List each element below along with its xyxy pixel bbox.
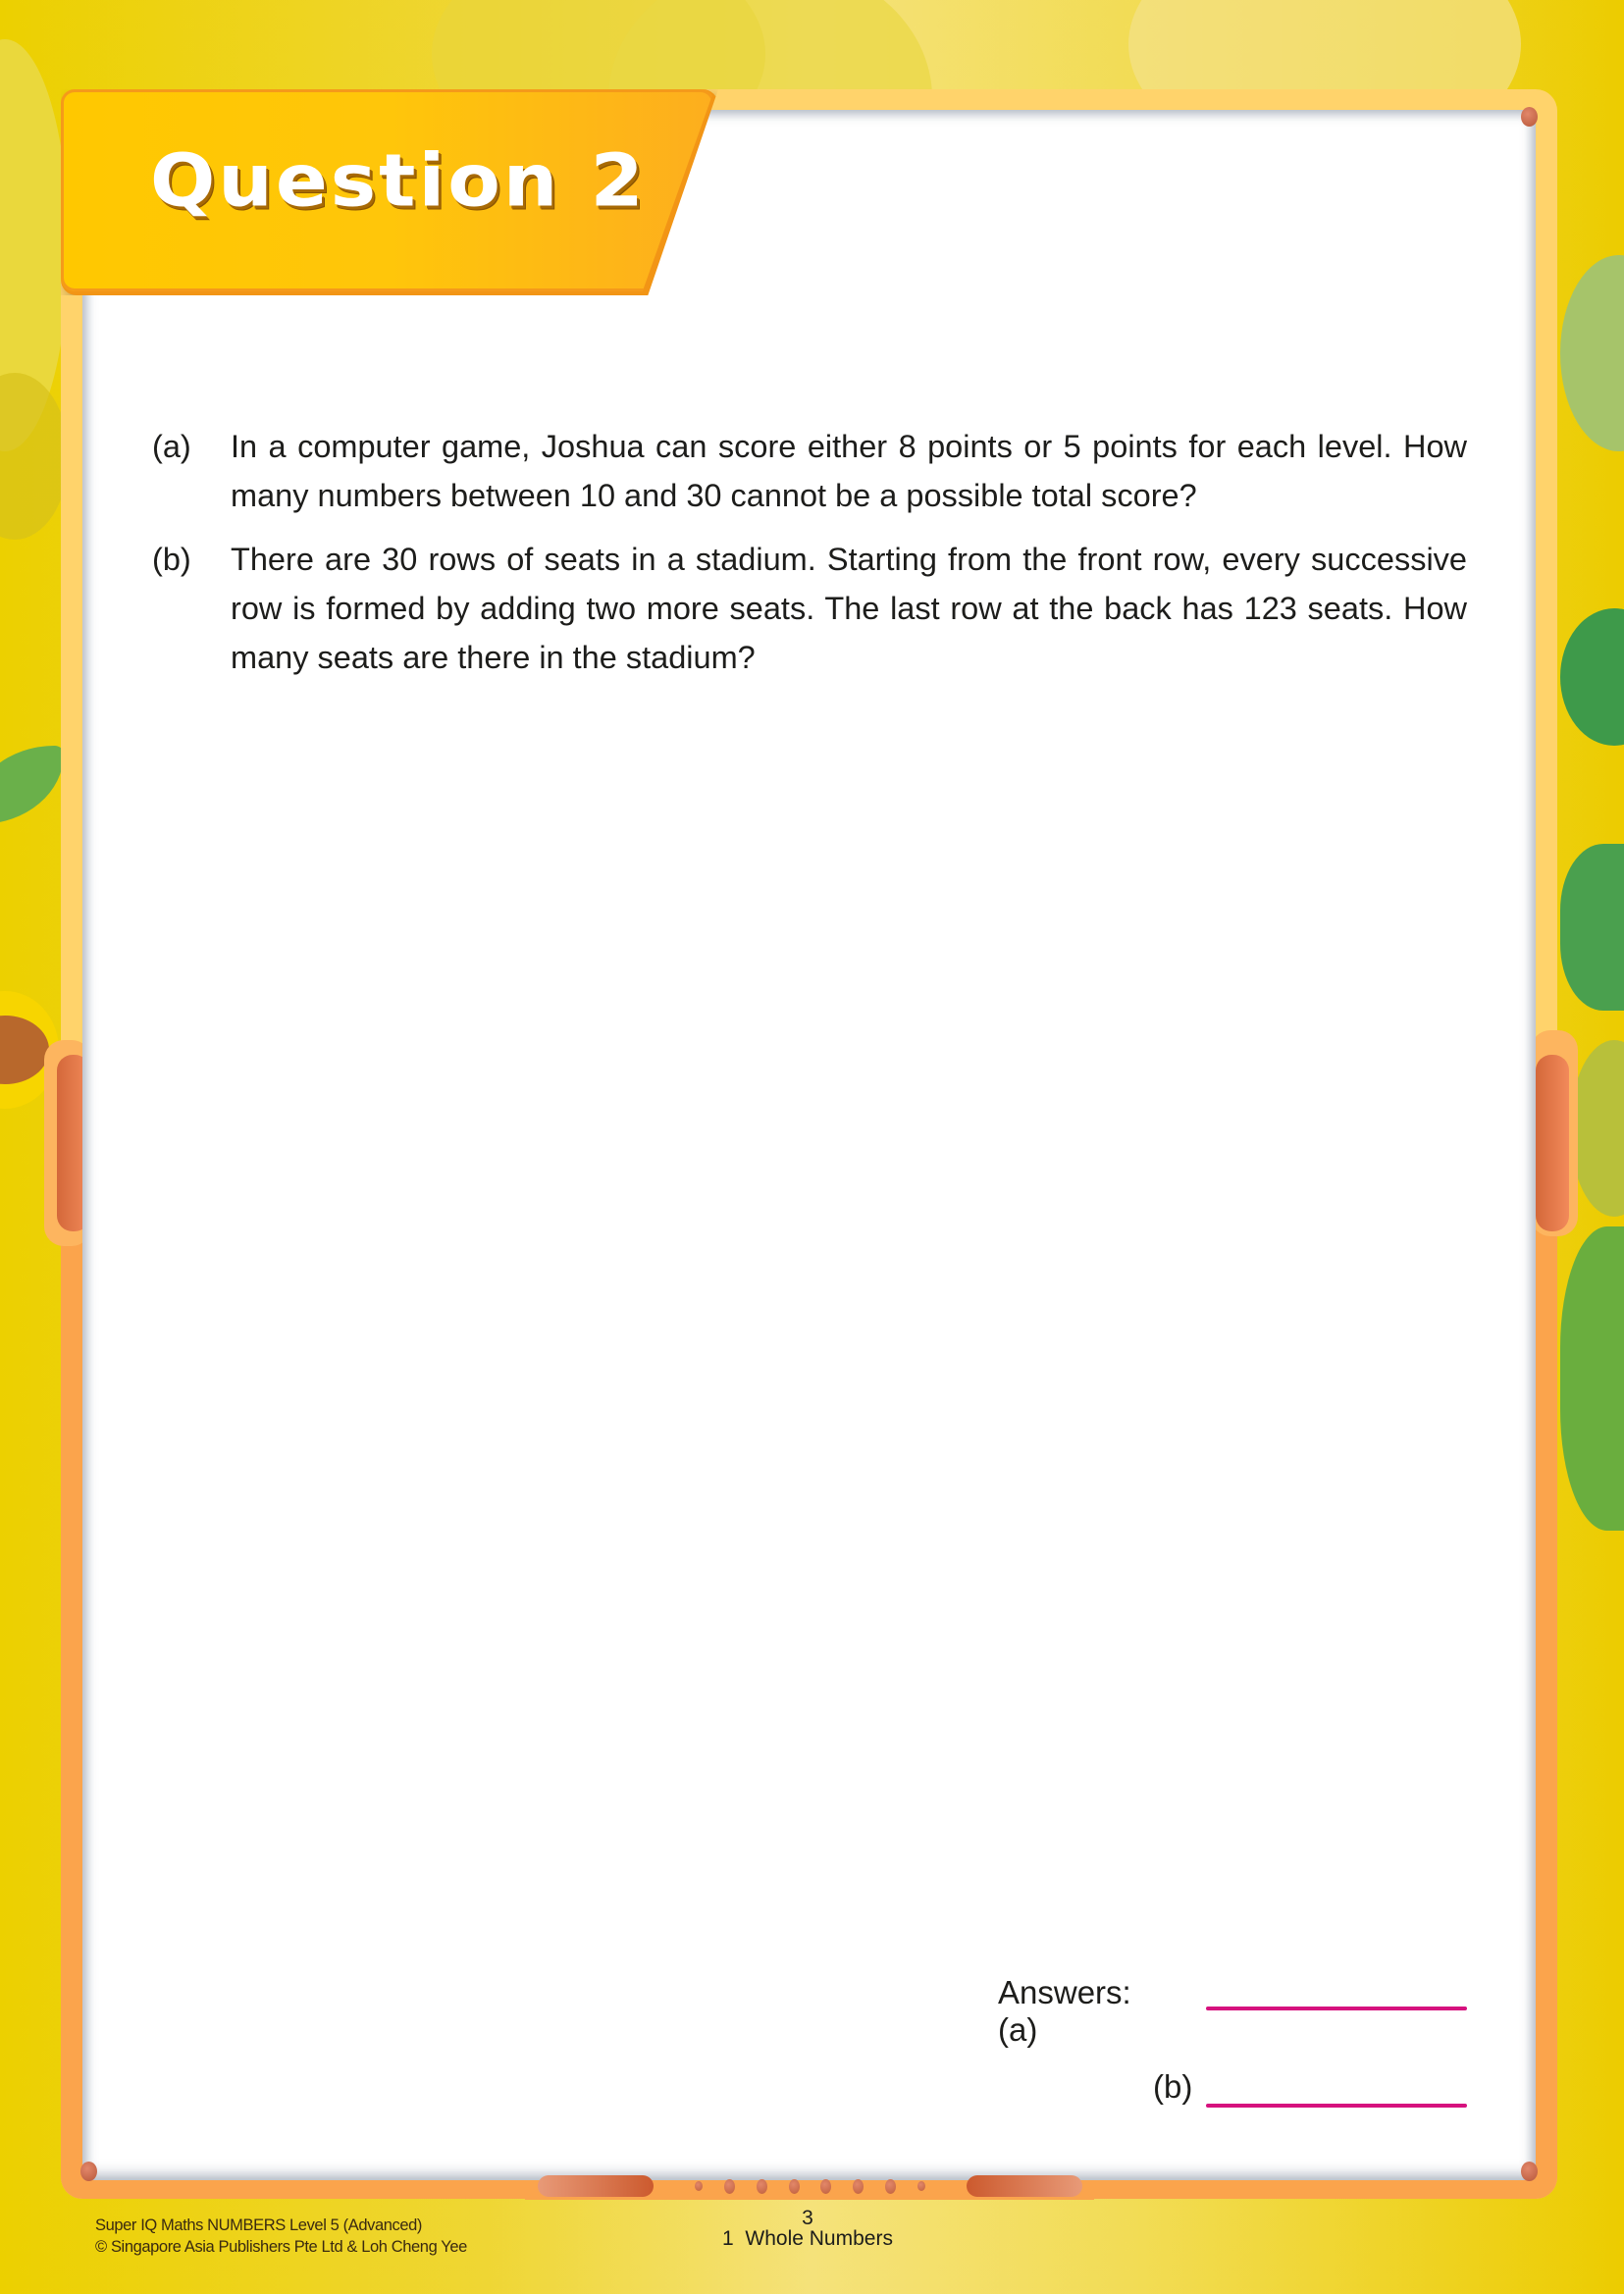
answer-b-label-group bbox=[1153, 2068, 1192, 2106]
answers-a-label-group bbox=[998, 1974, 1131, 2049]
question-a bbox=[152, 422, 1467, 520]
corner-dot-icon bbox=[80, 2162, 97, 2181]
page-number: 3 bbox=[802, 2207, 813, 2229]
frame-slot-left bbox=[538, 2175, 654, 2197]
footer-page-info bbox=[687, 2208, 928, 2249]
worksheet-paper bbox=[82, 110, 1536, 2180]
answer-a-label: (a) bbox=[998, 2011, 1038, 2048]
question-a-text: In a computer game, Joshua can score either 8 points or 5 points for each level. How many numbers between 10 and 30 cannot be a possible total score? bbox=[231, 429, 1467, 513]
frame-left-edge bbox=[61, 1128, 82, 2198]
page-title: Question 2 bbox=[150, 139, 647, 224]
corner-dot-icon bbox=[1521, 2162, 1538, 2181]
answer-a-line[interactable] bbox=[1206, 2007, 1467, 2010]
frame-slot-right bbox=[967, 2175, 1082, 2197]
frame-right-edge bbox=[1536, 1128, 1557, 2198]
footer-book-title: Super IQ Maths NUMBERS Level 5 (Advanced) bbox=[95, 2216, 422, 2234]
corner-dot-icon bbox=[1521, 107, 1538, 127]
frame-right-tab bbox=[1536, 1055, 1569, 1231]
question-b bbox=[152, 535, 1467, 682]
frame-dots bbox=[695, 2175, 925, 2197]
footer-copyright: © Singapore Asia Publishers Pte Ltd & Loh Cheng Yee bbox=[95, 2238, 467, 2256]
question-a-label: (a) bbox=[152, 429, 191, 464]
chapter-title: 1 Whole Numbers bbox=[722, 2227, 893, 2250]
question-b-label: (b) bbox=[152, 542, 191, 577]
question-b-text: There are 30 rows of seats in a stadium. Starting from the front row, every successive row is formed by adding two more seats. The last row at the back has 123 seats. How many seats are there in the stadium? bbox=[231, 542, 1467, 675]
footer-credits bbox=[95, 2215, 467, 2258]
answer-b-line[interactable] bbox=[1206, 2104, 1467, 2108]
answer-b-label: (b) bbox=[1153, 2068, 1193, 2105]
answers-prefix: Answers: bbox=[998, 1974, 1131, 2010]
